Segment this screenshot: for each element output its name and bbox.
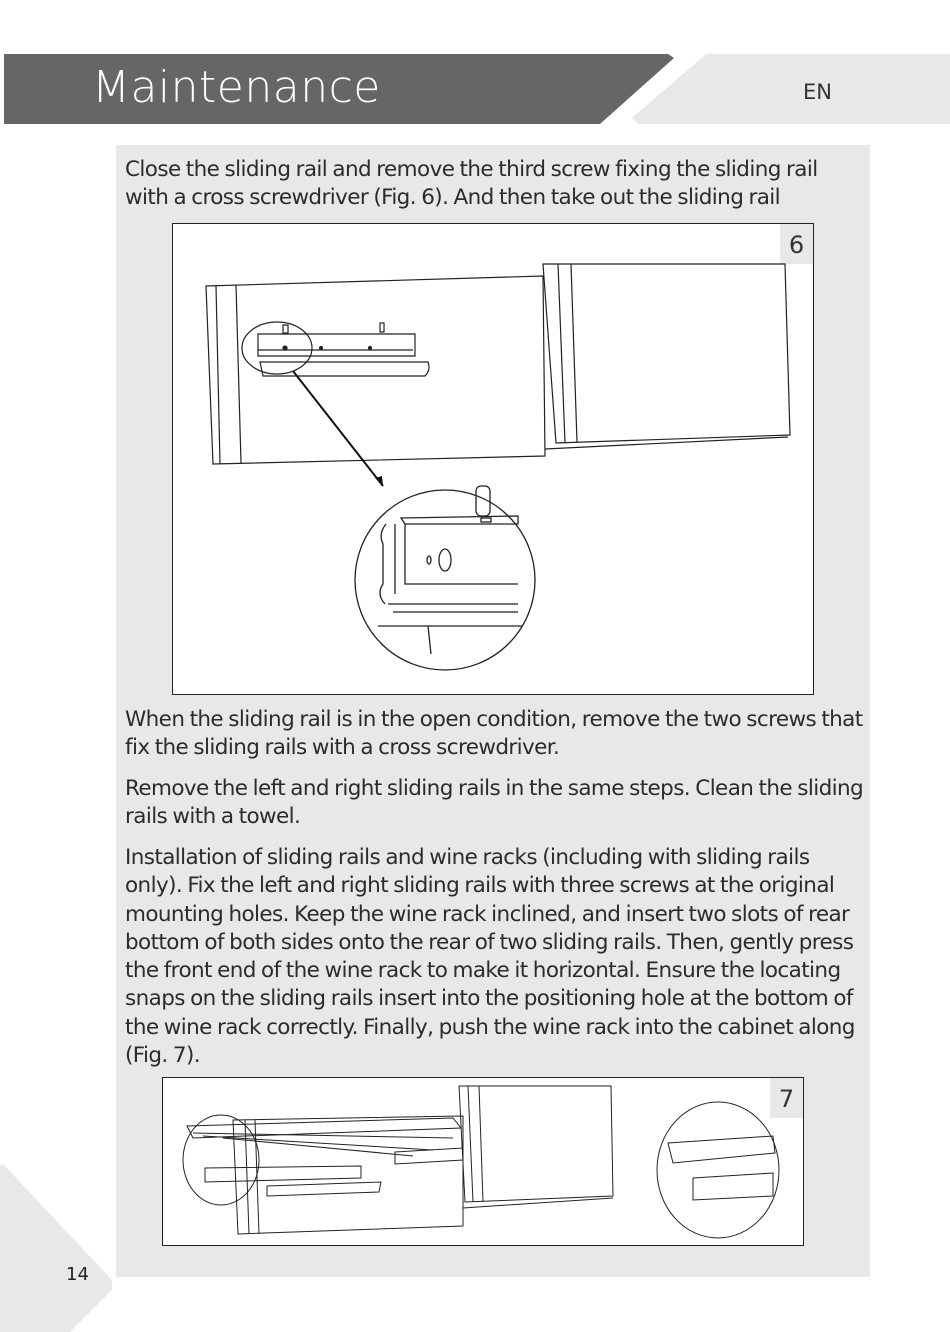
arrow-line xyxy=(293,371,383,486)
paragraph-remove-third-screw: Close the sliding rail and remove the third screw fixing the sliding rail with a cross screwdriver (Fig. 6). And then take out the sliding rail xyxy=(125,157,818,211)
wine-rack xyxy=(187,1118,461,1138)
page-number-tab xyxy=(0,1165,115,1332)
language-label: EN xyxy=(803,80,832,104)
cabinet-outline xyxy=(206,276,545,464)
page-title: Maintenance xyxy=(92,62,381,113)
sliding-rail xyxy=(205,1166,361,1182)
language-tab xyxy=(630,54,950,124)
cabinet-outline xyxy=(233,1116,463,1234)
figure-6-illustration xyxy=(173,224,815,696)
paragraph-remove-two-screws: When the sliding rail is in the open condition, remove the two screws that fix the sliding rails with a cross screwdriver. xyxy=(125,707,863,761)
figure-number: 7 xyxy=(770,1078,803,1118)
figure-7-illustration xyxy=(163,1078,805,1247)
paragraph-installation: Installation of sliding rails and wine racks (including with sliding rails only). Fix the left and right sliding rails with three screws at the original mounting holes. Keep the wine rack inclined, and insert two slots of rear bottom of both sides onto the rear of two sliding rails. Then, gently press the front end of the wine rack to make it horizontal. Ensure the locating snaps on the sliding rails insert into the positioning hole at the bottom of the wine rack correctly. Finally, push the wine rack into the cabinet along (Fig. 7). xyxy=(125,845,855,1069)
page-number: 14 xyxy=(66,1264,89,1285)
detail-circle-small xyxy=(242,322,312,374)
figure-7 xyxy=(162,1077,804,1246)
detail-circle-right xyxy=(657,1102,779,1238)
figure-number: 6 xyxy=(780,224,813,264)
cabinet-door xyxy=(543,264,790,443)
sliding-rail xyxy=(258,334,415,356)
detail-circle-large xyxy=(355,486,535,670)
detail-circle-left xyxy=(183,1115,259,1205)
figure-6 xyxy=(172,223,814,695)
paragraph-remove-rails: Remove the left and right sliding rails in the same steps. Clean the sliding rails with a towel. xyxy=(125,776,864,830)
